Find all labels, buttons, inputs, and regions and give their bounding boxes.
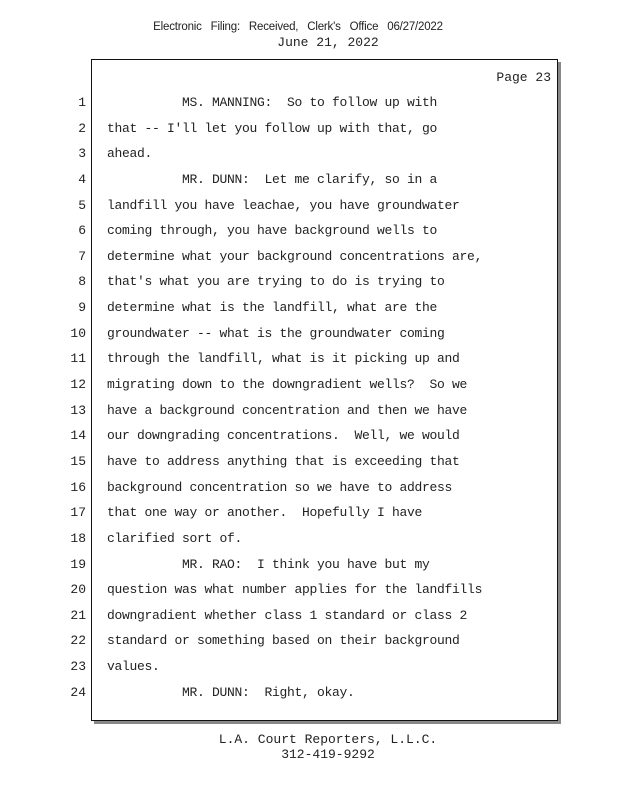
line-number: 24 [70, 684, 86, 700]
line-number: 5 [78, 197, 86, 213]
transcript-line: have a background concentration and then we have [107, 402, 468, 418]
line-number: 20 [70, 582, 86, 598]
line-number: 23 [70, 659, 86, 675]
footer [0, 732, 618, 762]
line-number: 21 [70, 607, 86, 623]
transcript-line: MR. DUNN: Right, okay. [107, 684, 355, 700]
transcript-line: determine what your background concentrations are, [107, 248, 483, 264]
line-number: 17 [70, 505, 86, 521]
transcript-line: standard or something based on their background [107, 633, 460, 649]
transcript-line: MR. DUNN: Let me clarify, so in a [107, 171, 438, 187]
transcript-line: MR. RAO: I think you have but my [107, 556, 430, 572]
filing-stamp: Electronic Filing: Received, Clerk's Office 06/27/2022 [153, 21, 443, 33]
line-number: 7 [78, 248, 86, 264]
transcript-line: background concentration so we have to address [107, 479, 453, 495]
line-number: 9 [78, 300, 86, 316]
transcript-line: migrating down to the downgradient wells? So we [107, 377, 468, 393]
transcript-line: values. [107, 659, 160, 675]
line-number: 14 [70, 428, 86, 444]
transcript-line: ahead. [107, 146, 153, 162]
line-number: 4 [78, 171, 86, 187]
transcript-line: clarified sort of. [107, 530, 243, 546]
line-number: 22 [70, 633, 86, 649]
line-number-column [60, 92, 86, 707]
line-number: 2 [78, 120, 86, 136]
line-number: 19 [70, 556, 86, 572]
transcript-date: June 21, 2022 [277, 35, 379, 50]
page-number: Page 23 [496, 70, 551, 85]
transcript-line: MS. MANNING: So to follow up with [107, 95, 438, 110]
transcript-line: determine what is the landfill, what are the [107, 300, 438, 316]
line-number: 15 [70, 453, 86, 469]
line-number: 1 [78, 95, 86, 110]
line-number: 3 [78, 146, 86, 162]
line-number: 16 [70, 479, 86, 495]
transcript-line: coming through, you have background wells to [107, 223, 438, 239]
transcript-line: question was what number applies for the landfills [107, 582, 483, 598]
transcript-line: have to address anything that is exceeding that [107, 453, 460, 469]
transcript-line: through the landfill, what is it picking up and [107, 351, 460, 367]
transcript-line: downgradient whether class 1 standard or class 2 [107, 607, 468, 623]
transcript-body [107, 92, 547, 707]
transcript-line: our downgrading concentrations. Well, we would [107, 428, 460, 444]
line-number: 10 [70, 325, 86, 341]
line-number: 12 [70, 377, 86, 393]
transcript-line: groundwater -- what is the groundwater coming [107, 325, 445, 341]
transcript-line: landfill you have leachae, you have groundwater [107, 197, 460, 213]
transcript-line: that -- I'll let you follow up with that, go [107, 120, 438, 136]
line-number: 18 [70, 530, 86, 546]
reporter-company: L.A. Court Reporters, L.L.C. [218, 732, 438, 747]
line-number: 11 [70, 351, 86, 367]
line-number: 13 [70, 402, 86, 418]
transcript-line: that one way or another. Hopefully I have [107, 505, 423, 521]
reporter-phone: 312-419-9292 [281, 747, 375, 762]
transcript-line: that's what you are trying to do is trying to [107, 274, 445, 290]
line-number: 6 [78, 223, 86, 239]
line-number: 8 [78, 274, 86, 290]
